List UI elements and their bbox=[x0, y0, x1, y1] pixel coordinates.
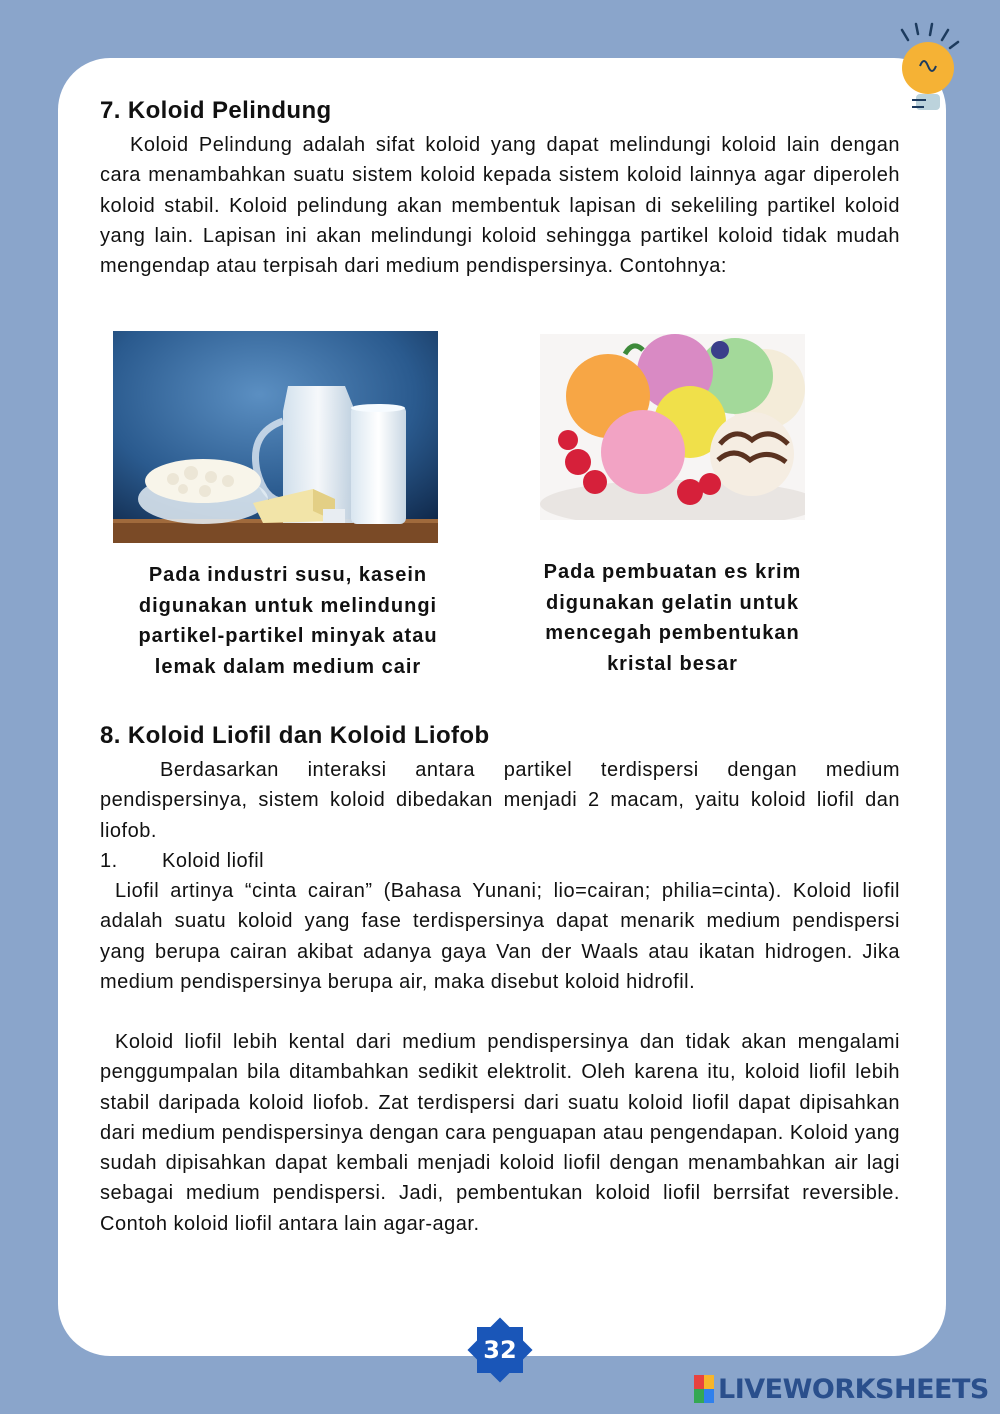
ice-cream-photo bbox=[540, 334, 805, 520]
list-item-koloid-liofil bbox=[100, 846, 900, 876]
list-label: Koloid liofil bbox=[162, 850, 265, 872]
liveworksheets-brand bbox=[694, 1372, 989, 1406]
liofil-paragraph-2: Koloid liofil lebih kental dari medium pendispersinya dan tidak akan mengalami penggumpalan bila ditambahkan sedikit elektrolit. Oleh karena itu, koloid liofil lebih stabil daripada koloid liofob. Zat terdispersi dari suatu koloid liofil dapat dipisahkan dari medium pendispersinya dengan cara penguapan atau pengendapan. Koloid yang sudah dipisahkan dapat kembali menjadi koloid liofil dengan menambahkan air lagi sebagai medium pendispersi. Jadi, pembentukan koloid liofil berrsifat reversible. Contoh koloid liofil antara lain agar-agar. bbox=[100, 1031, 900, 1235]
milk-caption: Pada industri susu, kasein digunakan untuk melindungi partikel-partikel minyak atau lemak dalam medium cair bbox=[138, 564, 438, 678]
brand-name: LIVEWORKSHEETS bbox=[718, 1373, 989, 1405]
page-number: 32 bbox=[483, 1336, 517, 1364]
liveworksheets-logo-icon bbox=[694, 1375, 714, 1403]
section-8-intro: Berdasarkan interaksi antara partikel terdispersi dengan medium pendispersinya, sistem koloid dibedakan menjadi 2 macam, yaitu koloid liofil dan liofob. bbox=[100, 759, 900, 842]
section-7-paragraph: Koloid Pelindung adalah sifat koloid yang dapat melindungi koloid lain dengan cara menambahkan suatu sistem koloid kepada sistem koloid lainnya agar diperoleh koloid stabil. Koloid pelindung akan membentuk lapisan di sekeliling partikel koloid yang lain. Lapisan ini akan melindungi koloid sehingga partikel koloid tidak mudah mengendap atau terpisah dari medium pendispersinya. Contohnya: bbox=[100, 134, 900, 278]
section-7-title: 7. Koloid Pelindung bbox=[100, 97, 332, 124]
milk-dairy-photo bbox=[113, 331, 438, 543]
liofil-paragraph-1: Liofil artinya “cinta cairan” (Bahasa Yunani; lio=cairan; philia=cinta). Koloid liofil adalah suatu koloid yang fase terdispersinya dapat menarik medium pendispersi yang berupa cairan akibat adanya gaya Van der Waals atau ikatan hidrogen. Jika medium pendispersinya berupa air, maka disebut koloid hidrofil. bbox=[100, 880, 900, 993]
ice-cream-caption: Pada pembuatan es krim digunakan gelatin untuk mencegah pembentukan kristal besar bbox=[543, 561, 802, 675]
lightbulb-icon bbox=[890, 10, 970, 130]
section-8-title: 8. Koloid Liofil dan Koloid Liofob bbox=[100, 722, 490, 749]
list-number: 1. bbox=[100, 850, 118, 872]
